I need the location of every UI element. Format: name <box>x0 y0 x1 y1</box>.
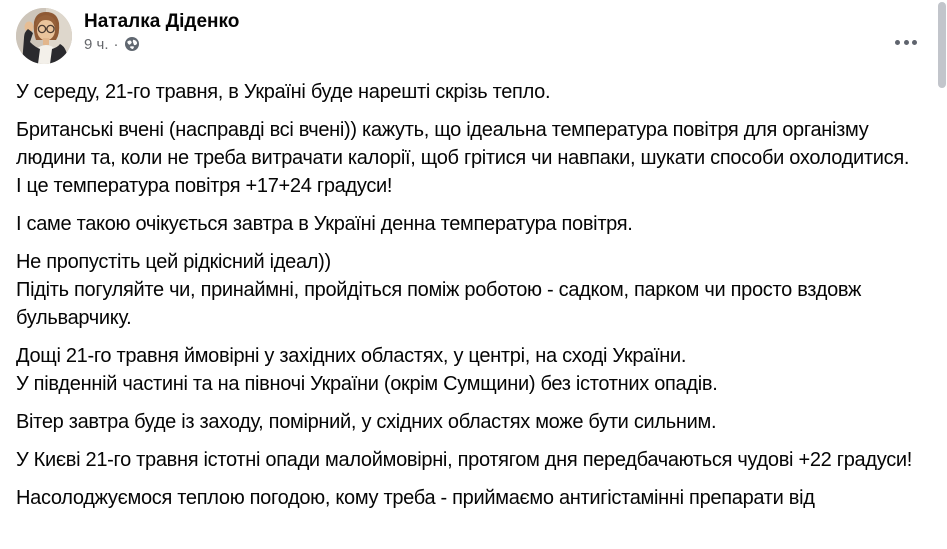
post-header-info <box>84 8 239 52</box>
post-paragraph: І саме такою очікується завтра в Україні денна температура повітря. <box>16 213 633 235</box>
post-paragraph: Не пропустіть цей рідкісний ідеал)) Підіть погуляйте чи, принаймні, пройдіться поміж роботою - садком, парком чи просто вздовж бульварчику. <box>16 251 862 329</box>
ellipsis-icon <box>904 40 909 45</box>
post-body <box>16 78 921 512</box>
avatar-portrait-image <box>16 8 72 64</box>
post-paragraph: Насолоджуємося теплою погодою, кому треба - приймаємо антигістамінні препарати від <box>16 487 815 509</box>
post-meta <box>84 37 239 52</box>
scrollbar-thumb[interactable] <box>938 2 946 88</box>
globe-icon <box>124 36 140 52</box>
ellipsis-icon <box>895 40 900 45</box>
scrollbar-track <box>937 0 947 549</box>
post-paragraph: У середу, 21-го травня, в Україні буде нарешті скрізь тепло. <box>16 81 551 103</box>
post-header <box>16 8 921 64</box>
post-paragraph: Британські вчені (насправді всі вчені)) кажуть, що ідеальна температура повітря для організму людини та, коли не треба витрачати калорії, щоб грітися чи навпаки, шукати способи охолодитися. І це температура повітря +17+24 градуси! <box>16 119 910 197</box>
ellipsis-icon <box>912 40 917 45</box>
post-paragraph: Дощі 21-го травня ймовірні у західних областях, у центрі, на сході України. У південній частині та на півночі України (окрім Сумщини) без істотних опадів. <box>16 345 718 395</box>
meta-separator: · <box>113 35 119 53</box>
author-name[interactable]: Наталка Діденко <box>84 11 240 32</box>
post-paragraph: У Києві 21-го травня істотні опади малоймовірні, протягом дня передбачаються чудові +22 градуси! <box>16 449 913 471</box>
post-options-button[interactable] <box>891 32 921 53</box>
timestamp[interactable]: 9 ч. <box>84 35 109 53</box>
post-paragraph: Вітер завтра буде із заходу, помірний, у східних областях може бути сильним. <box>16 411 717 433</box>
avatar[interactable] <box>16 8 72 64</box>
